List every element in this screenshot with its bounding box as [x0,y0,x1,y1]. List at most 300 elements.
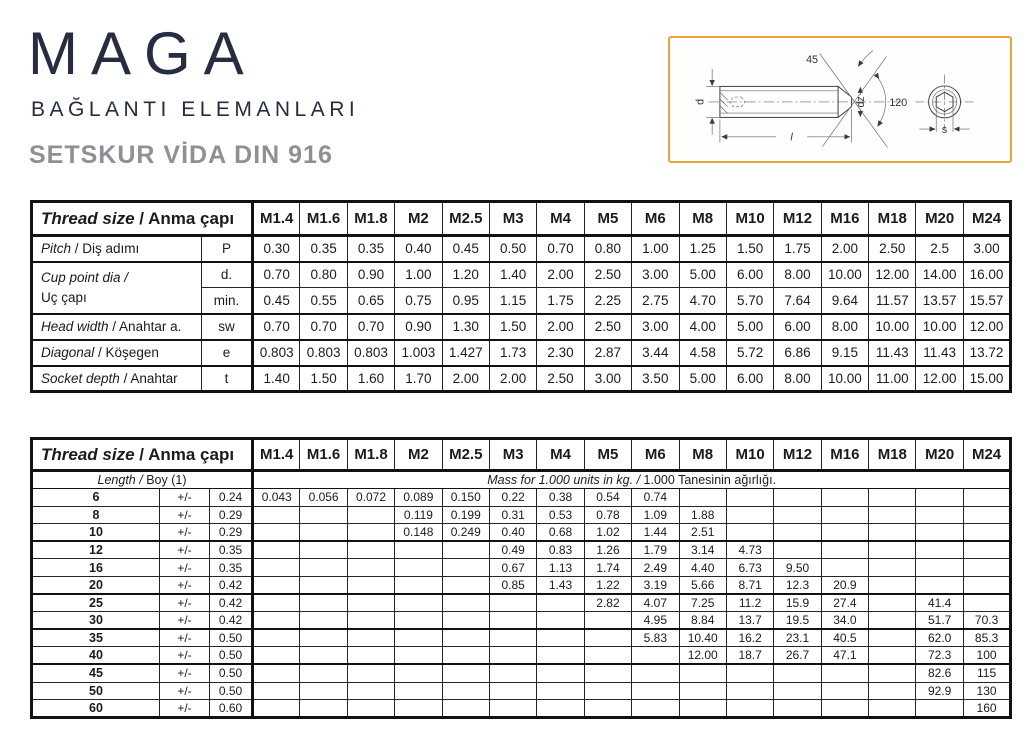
mass-value-cell [537,647,584,665]
mass-value-cell [584,647,631,665]
value-cell: 0.80 [300,262,347,288]
mass-value-cell: 4.07 [632,594,679,612]
mass-value-cell: 27.4 [821,594,868,612]
row-symbol-cell: t [202,366,253,392]
mass-value-cell [347,700,394,718]
brand-tagline: BAĞLANTI ELEMANLARI [31,98,360,121]
value-cell: 0.45 [253,288,300,314]
length-cell: 6 [32,489,160,507]
value-cell: 1.50 [300,366,347,392]
length-cell: 10 [32,524,160,542]
dimension-l [720,109,852,144]
table-row [32,262,1011,288]
mass-value-cell [774,506,821,524]
size-header: M1.4 [253,439,300,471]
row-label-en: Head width [41,319,109,334]
mass-value-cell [869,541,916,559]
mass-value-cell: 3.14 [679,541,726,559]
size-header: M2 [395,202,442,236]
mass-value-cell: 26.7 [774,647,821,665]
mass-value-cell [821,541,868,559]
value-cell: 5.00 [679,366,726,392]
size-header: M5 [584,202,631,236]
value-cell: 2.50 [869,236,916,262]
size-header: M10 [726,202,773,236]
tolerance-cell: 0.50 [210,647,253,665]
cone-angle-label: 120 [889,96,908,109]
length-cell: 60 [32,700,160,718]
point-dia-label: dz [855,96,868,108]
mass-value-cell [442,576,489,594]
mass-value-cell [632,700,679,718]
value-cell: 10.00 [821,262,868,288]
mass-value-cell [679,682,726,700]
value-cell: 2.00 [489,366,536,392]
mass-value-cell [442,559,489,577]
value-cell: 1.50 [726,236,773,262]
size-header: M2 [395,439,442,471]
value-cell: 4.70 [679,288,726,314]
mass-value-cell [821,664,868,682]
length-cell: 12 [32,541,160,559]
size-header: M1.6 [300,202,347,236]
mass-value-cell [347,594,394,612]
row-label-en: Cup point dia / [41,269,129,285]
value-cell: 0.803 [347,340,394,366]
value-cell: 0.45 [442,236,489,262]
mass-value-cell: 0.38 [537,489,584,507]
length-cell: 25 [32,594,160,612]
value-cell: 1.73 [489,340,536,366]
mass-value-cell: 0.78 [584,506,631,524]
mass-value-cell: 0.85 [489,576,536,594]
mass-value-cell [300,506,347,524]
mass-value-cell [253,629,300,647]
tolerance-cell: 0.42 [210,576,253,594]
mass-value-cell [395,612,442,630]
mass-value-cell: 15.9 [774,594,821,612]
mass-value-cell: 85.3 [963,629,1010,647]
mass-value-cell: 0.043 [253,489,300,507]
value-cell: 6.86 [774,340,821,366]
mass-value-cell: 1.13 [537,559,584,577]
mass-value-cell: 1.02 [584,524,631,542]
mass-value-cell: 1.43 [537,576,584,594]
value-cell: 2.00 [821,236,868,262]
mass-value-cell [774,489,821,507]
value-cell: 0.40 [395,236,442,262]
length-cell: 50 [32,682,160,700]
value-cell: 10.00 [916,314,963,340]
size-header: M20 [916,439,963,471]
table-title-tr: / Anma çapı [134,444,235,464]
mass-value-cell [869,647,916,665]
value-cell: 1.30 [442,314,489,340]
size-header: M1.6 [300,439,347,471]
mass-value-cell: 0.119 [395,506,442,524]
mass-value-cell: 1.44 [632,524,679,542]
mass-value-cell: 4.95 [632,612,679,630]
value-cell: 0.70 [300,314,347,340]
mass-value-cell [679,700,726,718]
mass-value-cell [679,664,726,682]
mass-value-cell [537,700,584,718]
table-title-cell [32,202,253,236]
mass-value-cell [916,576,963,594]
value-cell: 5.72 [726,340,773,366]
mass-value-cell [489,629,536,647]
mass-value-cell: 0.31 [489,506,536,524]
mass-value-cell [442,664,489,682]
table-row [32,314,1011,340]
value-cell: 13.57 [916,288,963,314]
mass-value-cell [584,700,631,718]
mass-value-cell [774,682,821,700]
mass-value-cell [300,524,347,542]
mass-value-cell [869,576,916,594]
mass-value-cell: 34.0 [821,612,868,630]
value-cell: 5.00 [679,262,726,288]
mass-value-cell [821,682,868,700]
row-label-cell [32,236,202,262]
mass-value-cell [537,682,584,700]
mass-value-cell: 8.84 [679,612,726,630]
table-row [32,647,1011,665]
value-cell: 1.427 [442,340,489,366]
length-header-en: Length / [97,473,143,487]
mass-value-cell [442,612,489,630]
value-cell: 0.35 [347,236,394,262]
tolerance-cell: 0.50 [210,629,253,647]
value-cell: 11.00 [869,366,916,392]
row-symbol-cell: min. [202,288,253,314]
value-cell: 0.30 [253,236,300,262]
mass-value-cell: 12.00 [679,647,726,665]
chamfer-angle-label: 45 [806,54,818,67]
set-screw-drawing [670,38,1010,161]
value-cell: 11.43 [916,340,963,366]
mass-value-cell: 10.40 [679,629,726,647]
value-cell: 2.00 [442,366,489,392]
tolerance-sign-cell: +/- [160,541,210,559]
mass-value-cell [584,612,631,630]
value-cell: 1.20 [442,262,489,288]
mass-value-cell: 0.199 [442,506,489,524]
mass-value-cell [347,682,394,700]
row-label-en: Socket depth [41,370,120,386]
mass-value-cell [726,489,773,507]
table-row [32,594,1011,612]
mass-value-cell: 160 [963,700,1010,718]
value-cell: 1.70 [395,366,442,392]
mass-value-cell [869,489,916,507]
mass-value-cell [253,524,300,542]
tolerance-cell: 0.60 [210,700,253,718]
mass-value-cell: 2.51 [679,524,726,542]
mass-value-cell: 1.22 [584,576,631,594]
mass-value-cell: 0.089 [395,489,442,507]
row-symbol-cell: e [202,340,253,366]
mass-value-cell: 6.73 [726,559,773,577]
mass-value-cell: 9.50 [774,559,821,577]
mass-value-cell [916,524,963,542]
mass-value-cell: 16.2 [726,629,773,647]
mass-value-cell: 1.26 [584,541,631,559]
value-cell: 11.57 [869,288,916,314]
table-row [32,682,1011,700]
mass-value-cell [395,682,442,700]
table-title-cell [32,439,253,471]
table-row [32,541,1011,559]
mass-value-cell [253,559,300,577]
value-cell: 2.00 [537,262,584,288]
value-cell: 10.00 [869,314,916,340]
value-cell: 0.50 [489,236,536,262]
mass-value-cell: 7.25 [679,594,726,612]
size-header: M16 [821,202,868,236]
table-row [32,506,1011,524]
size-header: M18 [869,202,916,236]
mass-value-cell: 100 [963,647,1010,665]
table-row [32,664,1011,682]
value-cell: 15.57 [963,288,1010,314]
table-row [32,366,1011,392]
mass-value-cell [347,559,394,577]
row-symbol-cell: P [202,236,253,262]
length-cell: 30 [32,612,160,630]
mass-value-cell [821,559,868,577]
mass-value-cell [395,594,442,612]
size-header: M8 [679,439,726,471]
value-cell: 3.00 [632,262,679,288]
value-cell: 1.00 [632,236,679,262]
value-cell: 0.70 [347,314,394,340]
value-cell: 3.44 [632,340,679,366]
table-title-en: Thread size [41,208,135,228]
mass-value-cell [869,700,916,718]
value-cell: 10.00 [821,366,868,392]
value-cell: 2.5 [916,236,963,262]
mass-value-cell: 12.3 [774,576,821,594]
mass-value-cell: 1.79 [632,541,679,559]
mass-value-cell [489,647,536,665]
tolerance-sign-cell: +/- [160,700,210,718]
mass-value-cell [774,524,821,542]
table-header-row [32,439,1011,471]
tolerance-sign-cell: +/- [160,612,210,630]
mass-value-cell: 92.9 [916,682,963,700]
tolerance-cell: 0.42 [210,612,253,630]
mass-value-cell [253,541,300,559]
value-cell: 0.90 [395,314,442,340]
mass-value-cell: 0.54 [584,489,631,507]
mass-table [30,437,1012,719]
mass-value-cell [963,594,1010,612]
mass-value-cell: 18.7 [726,647,773,665]
mass-value-cell [395,541,442,559]
tolerance-sign-cell: +/- [160,594,210,612]
value-cell: 2.30 [537,340,584,366]
tolerance-cell: 0.24 [210,489,253,507]
value-cell: 2.50 [584,262,631,288]
mass-value-cell: 0.40 [489,524,536,542]
mass-value-cell [253,576,300,594]
mass-value-cell [253,664,300,682]
row-label-tr: / Köşegen [94,345,159,360]
size-header: M24 [963,439,1010,471]
value-cell: 0.80 [584,236,631,262]
value-cell: 1.60 [347,366,394,392]
mass-value-cell [300,629,347,647]
length-cell: 45 [32,664,160,682]
length-cell: 35 [32,629,160,647]
size-header: M6 [632,202,679,236]
mass-value-cell: 0.49 [489,541,536,559]
mass-value-cell [726,506,773,524]
mass-value-cell [916,489,963,507]
mass-value-cell: 8.71 [726,576,773,594]
tolerance-cell: 0.50 [210,664,253,682]
mass-value-cell: 0.072 [347,489,394,507]
mass-value-cell: 130 [963,682,1010,700]
mass-value-cell [489,594,536,612]
size-header: M2.5 [442,202,489,236]
mass-value-cell [916,559,963,577]
mass-value-cell: 4.73 [726,541,773,559]
size-header: M1.4 [253,202,300,236]
tolerance-cell: 0.35 [210,541,253,559]
mass-value-cell [869,559,916,577]
mass-value-cell [253,647,300,665]
row-symbol-cell: d. [202,262,253,288]
mass-value-cell: 1.88 [679,506,726,524]
size-header: M8 [679,202,726,236]
mass-value-cell [300,576,347,594]
mass-value-cell: 2.49 [632,559,679,577]
mass-value-cell [347,541,394,559]
mass-value-cell [395,629,442,647]
size-header: M4 [537,439,584,471]
tolerance-sign-cell: +/- [160,629,210,647]
size-header: M20 [916,202,963,236]
value-cell: 14.00 [916,262,963,288]
mass-value-cell [489,664,536,682]
mass-value-cell [347,647,394,665]
table-row [32,489,1011,507]
mass-value-cell: 5.83 [632,629,679,647]
mass-value-cell [726,524,773,542]
value-cell: 0.55 [300,288,347,314]
tolerance-cell: 0.35 [210,559,253,577]
tolerance-sign-cell: +/- [160,489,210,507]
value-cell: 0.803 [300,340,347,366]
table-row [32,612,1011,630]
size-header: M24 [963,202,1010,236]
value-cell: 4.00 [679,314,726,340]
length-cell: 40 [32,647,160,665]
mass-value-cell [395,576,442,594]
mass-value-cell: 1.09 [632,506,679,524]
size-header: M16 [821,439,868,471]
value-cell: 0.90 [347,262,394,288]
value-cell: 3.00 [963,236,1010,262]
table-subheader-row [32,471,1011,489]
mass-value-cell: 72.3 [916,647,963,665]
value-cell: 2.87 [584,340,631,366]
row-label-cell [32,262,202,314]
value-cell: 0.70 [253,314,300,340]
mass-value-cell [347,506,394,524]
mass-value-cell [963,524,1010,542]
mass-value-cell [442,541,489,559]
mass-value-cell: 0.53 [537,506,584,524]
mass-value-cell [300,541,347,559]
row-label-tr: / Anahtar a. [108,319,182,334]
mass-value-cell: 82.6 [916,664,963,682]
row-label-cell [32,314,202,340]
mass-value-cell [632,682,679,700]
table-row [32,576,1011,594]
size-header: M10 [726,439,773,471]
row-label-cell [32,340,202,366]
mass-value-cell: 0.150 [442,489,489,507]
mass-value-cell [300,559,347,577]
table-row [32,559,1011,577]
table-row [32,524,1011,542]
value-cell: 15.00 [963,366,1010,392]
mass-value-cell: 41.4 [916,594,963,612]
mass-value-cell [584,664,631,682]
mass-value-cell: 0.67 [489,559,536,577]
mass-value-cell [963,506,1010,524]
tolerance-sign-cell: +/- [160,682,210,700]
mass-value-cell [300,594,347,612]
dimensions-table [30,200,1012,393]
mass-value-cell [395,647,442,665]
table-title-tr: / Anma çapı [134,208,235,228]
tolerance-sign-cell: +/- [160,506,210,524]
mass-value-cell: 2.82 [584,594,631,612]
mass-value-cell: 0.83 [537,541,584,559]
size-header: M3 [489,202,536,236]
value-cell: 6.00 [726,262,773,288]
mass-value-cell: 0.74 [632,489,679,507]
tolerance-sign-cell: +/- [160,664,210,682]
value-cell: 11.43 [869,340,916,366]
length-cell: 20 [32,576,160,594]
tolerance-cell: 0.42 [210,594,253,612]
mass-value-cell: 62.0 [916,629,963,647]
technical-drawing [668,36,1012,163]
value-cell: 7.64 [774,288,821,314]
page-title: SETSKUR VİDA DIN 916 [29,141,333,169]
table-header-row [32,202,1011,236]
tolerance-cell: 0.50 [210,682,253,700]
size-header: M1.8 [347,202,394,236]
mass-value-cell [442,700,489,718]
row-label-en: Pitch [41,241,72,257]
tolerance-cell: 0.29 [210,506,253,524]
tolerance-sign-cell: +/- [160,559,210,577]
mass-value-cell [869,664,916,682]
mass-value-cell [347,629,394,647]
brand-logo: MAGA [28,20,257,87]
mass-value-cell [489,700,536,718]
mass-value-cell [537,629,584,647]
row-label-tr: / Diş adımı [71,241,140,257]
mass-value-cell [253,506,300,524]
value-cell: 2.25 [584,288,631,314]
